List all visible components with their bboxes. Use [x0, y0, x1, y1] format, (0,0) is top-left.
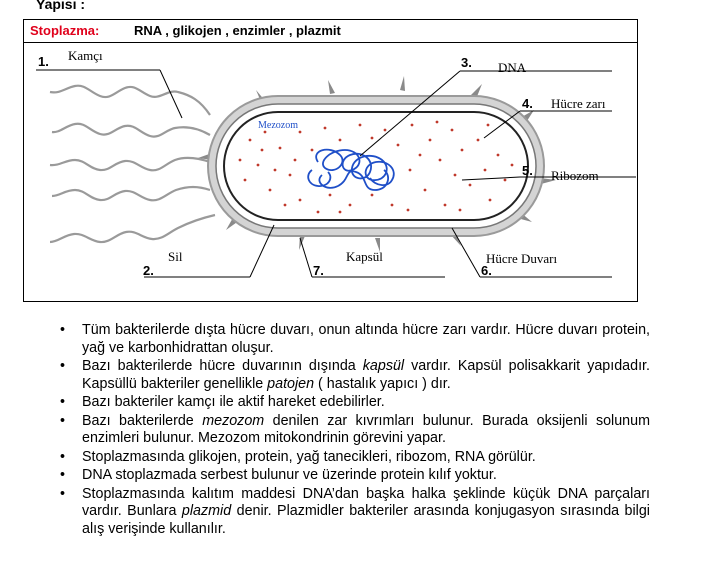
- label-hucre-zari: Hücre zarı: [551, 96, 606, 111]
- bullet-text: ( hastalık yapıcı ) dır.: [314, 375, 451, 392]
- stoplazma-label: Stoplazma:: [30, 23, 100, 38]
- bullet-text: Tüm bakterilerde dışta hücre duvarı, onun altında hücre zarı vardır. Hücre duvarı protein, yağ ve karbonhidrattan oluşur.: [82, 322, 650, 356]
- label-1-number: 1.: [38, 54, 49, 69]
- bullet-text: denilen zar kıvrımları bulunur. Burada oksijenli solunum enzimleri bulunur. Mezozom mitokondrinin görevini yapar.: [82, 412, 650, 446]
- pilus: [50, 158, 210, 170]
- label-sil: Sil: [168, 249, 183, 264]
- bullet-emphasis: mezozom: [202, 412, 265, 429]
- bullet-text: Stoplazmasında kalıtım maddesi DNA’dan başka halka şeklinde küçük DNA parçaları vardır. Bunlara: [82, 485, 650, 519]
- bullet-item: [60, 486, 650, 539]
- bullet-text: DNA stoplazmada serbest bulunur ve üzerinde protein kılıf yoktur.: [82, 467, 497, 483]
- label-5-number: 5.: [522, 163, 533, 178]
- bullet-item: [60, 358, 650, 393]
- stoplazma-value: RNA , glikojen , enzimler , plazmit: [134, 23, 341, 38]
- bullet-text: denir. Plazmidler bakteriler arasında konjugasyon sırasında bilgi alış verişinde kullanılır.: [82, 503, 650, 537]
- bullet-item: [60, 322, 650, 357]
- pilus: [50, 215, 215, 242]
- label-6-number: 6.: [481, 263, 492, 278]
- bullet-text: Bazı bakterilerde hücre duvarının dışında: [82, 358, 363, 374]
- label-kamci: Kamçı: [68, 48, 103, 63]
- bullet-emphasis: kapsül: [362, 358, 405, 374]
- bullet-item: [60, 394, 650, 412]
- pilus: [52, 187, 210, 200]
- bullet-emphasis: plazmid: [181, 503, 232, 519]
- label-dna: DNA: [498, 60, 527, 75]
- flagellum: [50, 86, 210, 115]
- bullet-item: [60, 413, 650, 448]
- label-7-number: 7.: [313, 263, 324, 278]
- label-2-number: 2.: [143, 263, 154, 278]
- flagella-group: [50, 86, 215, 242]
- bullet-item: [60, 467, 650, 485]
- page-title: Yapısı :: [36, 0, 86, 12]
- bullet-emphasis: patojen: [267, 375, 315, 392]
- label-kapsul: Kapsül: [346, 249, 383, 264]
- bullet-text: vardır. Kapsül polisakkarit yapıdadır. Kapsüllü bakteriler genellikle: [82, 358, 650, 392]
- label-hucre-duvari: Hücre Duvarı: [486, 251, 558, 266]
- bullet-text: Stoplazmasında glikojen, protein, yağ tanecikleri, ribozom, RNA görülür.: [82, 448, 536, 465]
- pilus: [52, 124, 210, 137]
- label-mezozom: Mezozom: [258, 120, 298, 131]
- bullet-text: Bazı bakterilerde: [82, 412, 203, 429]
- label-ribozom: Ribozom: [551, 168, 599, 183]
- label-4-number: 4.: [522, 96, 533, 111]
- label-3-number: 3.: [461, 55, 472, 70]
- info-bullet-list: [60, 322, 650, 539]
- bullet-item: [60, 449, 650, 467]
- bullet-text: Bazı bakteriler kamçı ile aktif hareket edebilirler.: [82, 394, 385, 410]
